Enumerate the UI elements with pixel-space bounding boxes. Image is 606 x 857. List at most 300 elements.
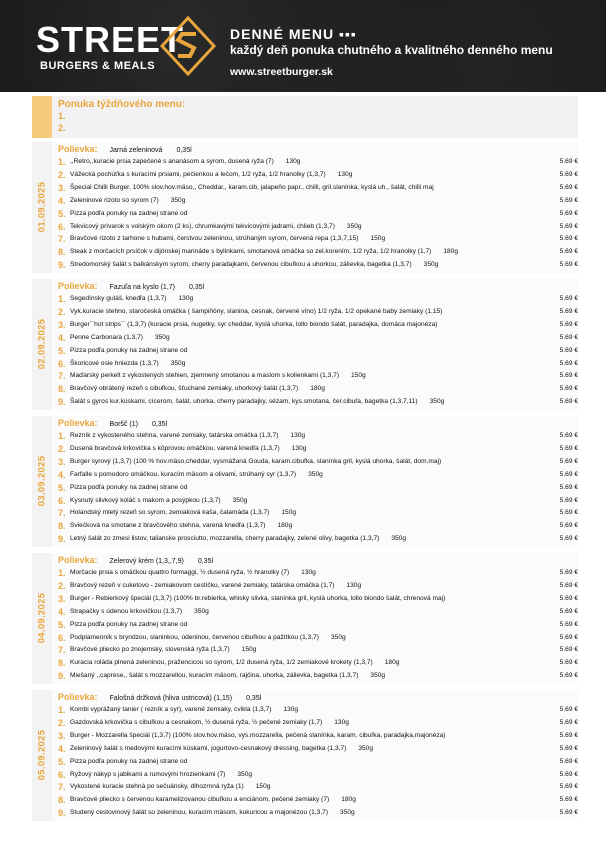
menu-item-description xyxy=(70,732,458,739)
menu-item-number: 4. xyxy=(58,743,66,754)
menu-item-weight: 130g xyxy=(178,295,194,302)
menu-item-number: 7. xyxy=(58,782,66,793)
menu-item xyxy=(58,320,578,333)
menu-item-weight: 180g xyxy=(277,522,293,530)
menu-item-number: 1. xyxy=(58,294,66,304)
soup-label: Polievka: xyxy=(58,555,98,565)
soup-name: Falošná držková (hliva ustricová) (1,15) xyxy=(109,695,233,702)
menu-item xyxy=(58,718,578,731)
menu-item-price: 5.69 € xyxy=(559,346,578,354)
menu-item-description xyxy=(70,522,292,529)
menu-item-number: 3. xyxy=(58,182,66,193)
header xyxy=(0,0,606,92)
menu-item-price: 5.69 € xyxy=(559,359,578,367)
menu-item-text: ,,Retro,,kuracie prsia zapečené s ananásom a syrom, dusená ryža (7) xyxy=(70,158,274,165)
menu-item-number: 8. xyxy=(58,247,66,258)
day-block xyxy=(32,279,578,410)
soup-label: Polievka: xyxy=(58,144,98,154)
menu-item xyxy=(58,196,578,209)
menu-item xyxy=(58,607,578,620)
day-sidebar xyxy=(32,553,52,684)
menu-item-price: 5.69 € xyxy=(559,581,578,589)
day-date: 01.09.2025 xyxy=(36,181,48,233)
menu-item-description xyxy=(70,719,349,726)
menu-item-price: 5.69 € xyxy=(559,718,578,726)
menu-item-weight: 130g xyxy=(301,569,316,576)
menu-item xyxy=(58,731,578,744)
menu-item-number: 4. xyxy=(58,606,66,617)
menu-item-price: 5.69 € xyxy=(559,209,578,217)
menu-item xyxy=(58,671,578,684)
menu-item-price: 5.69 € xyxy=(559,569,578,576)
menu-item-weight: 130g xyxy=(290,432,306,439)
soup-volume: 0,35l xyxy=(176,147,192,154)
menu-item-weight: 130g xyxy=(346,581,362,589)
menu-item-text: Tekvicový prívarok s volským okom (2 ks), chrumkavými tekvicovými jadrami, chlieb (1,3,7) xyxy=(70,222,335,230)
menu-item-description xyxy=(70,184,446,191)
soup-name: Zelerový krém (1,3,,7,9) xyxy=(109,558,184,565)
menu-item-number: 7. xyxy=(58,645,66,656)
menu-item-price: 5.69 € xyxy=(559,496,578,504)
menu-item-text: Pizza podľa ponuky na zadnej strane od xyxy=(70,757,188,765)
menu-item-weight: 350g xyxy=(330,633,346,641)
menu-item-description xyxy=(70,771,252,778)
menu-item xyxy=(58,470,578,483)
menu-item-weight: 350g xyxy=(154,333,170,341)
menu-item-text: Vykostené kuracie stehná po sečuánsky, dlhozrnná ryža (1) xyxy=(70,783,244,791)
menu-item-number: 9. xyxy=(58,534,66,545)
menu-item-number: 6. xyxy=(58,769,66,780)
menu-item-text: Burger - Rebierkový špeciál (1,3,7) (100% br.rebierka, whisky slivka, slanínka gril, kyslá uhorka, lollo biondo šalát, chrenová maj) xyxy=(70,594,446,602)
menu-item-text: Pizza podľa ponuky na zadnej strane od xyxy=(70,620,188,628)
menu-item-description xyxy=(70,471,323,478)
menu-item xyxy=(58,333,578,346)
menu-item-number: 5. xyxy=(58,756,66,767)
menu-item-text: Škoricové osie hniezda (1,3,7) xyxy=(70,359,159,367)
menu-item-description xyxy=(70,334,170,341)
menu-item-description xyxy=(70,672,385,679)
menu-item xyxy=(58,294,578,307)
menu-item-number: 8. xyxy=(58,658,66,669)
menu-item-description xyxy=(70,445,306,452)
soup-volume: 0,35l xyxy=(189,284,205,291)
menu-item-description xyxy=(70,758,199,765)
menu-item-text: Miešaný ,,caprese,, šalát s mozzarellou, kuracím mäsom, rajčina, uhorka, zálievka, bagetka (1,3,7) xyxy=(70,672,359,680)
menu-item-text: Bravčový obrátený rezeň s cibuľkou, šťuchané zemiaky, uhorkový šalát (1,3,7) xyxy=(70,385,299,393)
soup-volume: 0,35l xyxy=(246,695,262,702)
menu-item-text: Vážecká pochúťka s kuracími prsiami, pečienkou a lečom, 1/2 ryža, 1/2 hranolky (1,3,7) xyxy=(70,170,326,178)
menu-item-price: 5.69 € xyxy=(559,248,578,256)
menu-item-text: Maďarský perkelt z vykostených stehien, zjemnený smotanou a maslom s kolienkami (1,3,7) xyxy=(70,372,340,380)
soup-label: Polievka: xyxy=(58,281,98,291)
menu-item-description xyxy=(70,595,457,602)
menu-subtitle: každý deň ponuka chutného a kvalitného denného menu xyxy=(230,43,553,57)
menu-item xyxy=(58,307,578,320)
menu-item-price: 5.69 € xyxy=(559,261,578,269)
menu-item-weight: 350g xyxy=(429,398,445,406)
menu-item-price: 5.69 € xyxy=(559,809,578,817)
soup-label: Polievka: xyxy=(58,692,98,702)
menu-item-text: Bravčové rizoto z tarhone s hubami, čerstvou zeleninou, strúhaným syrom, červená repa (1,3,7,15) xyxy=(70,235,359,243)
menu-item-weight: 180g xyxy=(384,659,400,667)
menu-item-price: 5.69 € xyxy=(559,235,578,243)
menu-item-price: 5.69 € xyxy=(559,385,578,393)
menu-item xyxy=(58,209,578,222)
menu-item-weight: 180g xyxy=(443,248,459,256)
menu-item-text: Strapačky s údenou krkovičkou (1,3,7) xyxy=(70,607,183,615)
soup-name: Boršč (1) xyxy=(109,421,138,428)
menu-item-price: 5.69 € xyxy=(559,398,578,406)
soup-name: Jarná zeleninová xyxy=(109,147,163,154)
menu-item-description xyxy=(70,745,373,752)
menu-item-text: Kuracia roláda plnená zeleninou, pražencicou so syrom, 1/2 dusená ryža, 1/2 zemiakové krokety (1,3,7) xyxy=(70,659,373,667)
menu-item xyxy=(58,757,578,770)
menu-item-description xyxy=(70,171,352,178)
menu-item xyxy=(58,705,578,718)
menu-item xyxy=(58,658,578,671)
soup-volume: 0,35l xyxy=(151,421,168,428)
menu-item-weight: 350g xyxy=(423,261,439,269)
menu-item-number: 6. xyxy=(58,221,66,232)
menu-item xyxy=(58,508,578,521)
menu-item-number: 6. xyxy=(58,495,66,506)
menu-item-price: 5.69 € xyxy=(559,307,578,315)
day-date: 04.09.2025 xyxy=(36,592,48,644)
menu-item xyxy=(58,157,578,170)
menu-item-text: Zeleninový šalát s medovými kuracími kúskami, jogurtovo-cesnakový dressing, bagetka (1,3,7) xyxy=(70,744,347,752)
menu-item-number: 1. xyxy=(58,431,66,441)
menu-item-number: 8. xyxy=(58,384,66,395)
menu-item-weight: 150g xyxy=(351,372,366,380)
menu-item-text: Holandský mletý rezeň so syrom, zemiaková kaša, čalamáda (1,3,7) xyxy=(70,509,270,517)
menu-item-price: 5.69 € xyxy=(559,535,578,543)
menu-item-number: 7. xyxy=(58,508,66,519)
menu-item-description xyxy=(70,235,385,242)
day-block xyxy=(32,416,578,547)
menu-item xyxy=(58,431,578,444)
menu-item-text: Pizza podľa ponuky na zadnej strane od xyxy=(70,483,188,491)
menu-item-price: 5.69 € xyxy=(559,158,578,165)
menu-item-description xyxy=(70,569,316,576)
menu-item-description xyxy=(70,261,438,268)
menu-item xyxy=(58,483,578,496)
menu-item-number: 4. xyxy=(58,469,66,480)
menu-item-price: 5.69 € xyxy=(559,783,578,791)
menu-item-weight: 150g xyxy=(255,783,271,791)
menu-item-price: 5.69 € xyxy=(559,607,578,615)
menu-item-text: Sviečková na smotane z bravčového stehna, varená knedľa (1,3,7) xyxy=(70,522,266,530)
menu-item-description xyxy=(70,347,199,354)
menu-item-description xyxy=(70,608,209,615)
soup-volume: 0,35l xyxy=(197,558,214,565)
menu-item-price: 5.69 € xyxy=(559,672,578,680)
menu-item-text: Rezník z vykosteného stehna, varené zemiaky, tatárska omáčka (1,3,7) xyxy=(70,432,279,439)
menu-item-text: Farfalle s pomodoro omáčkou, kuracím mäsom a olivami, strúhaný syr (1,3,7) xyxy=(70,470,297,478)
menu-item xyxy=(58,534,578,547)
menu-item xyxy=(58,620,578,633)
menu-item-description xyxy=(70,535,406,542)
menu-item-weight: 350g xyxy=(308,470,323,478)
menu-item-description xyxy=(70,248,458,255)
menu-item-number: 4. xyxy=(58,195,66,206)
weekly-title: Ponuka týždňového menu: xyxy=(58,99,186,110)
menu-item-text: Bravčové pliecko po znojemsky, slovenská ryža (1,3,7) xyxy=(70,646,230,654)
menu-item-price: 5.69 € xyxy=(559,196,578,204)
menu-item-number: 6. xyxy=(58,632,66,643)
menu-item-description xyxy=(70,458,453,465)
day-block xyxy=(32,690,578,821)
menu-item-price: 5.69 € xyxy=(559,509,578,517)
menu-item-number: 2. xyxy=(58,306,66,317)
weekly-item-number: 1. xyxy=(58,111,66,121)
menu-item-number: 2. xyxy=(58,169,66,180)
menu-item-text: Burger``hot strips`` (1,3,7) (kuracie prsia, nugetky, syr cheddar, kyslá uhorka, lollo biondo šalát, paradajka, domáca majonéza) xyxy=(70,320,438,328)
menu-item-price: 5.69 € xyxy=(559,731,578,739)
menu-item-number: 1. xyxy=(58,568,66,578)
menu-item-text: Pizza podľa ponuky na zadnej strane od xyxy=(70,346,188,354)
menu-item-description xyxy=(70,158,300,165)
soup-row xyxy=(58,418,167,430)
weekly-sidebar xyxy=(32,96,52,138)
menu-item-price: 5.69 € xyxy=(559,706,578,713)
day-block xyxy=(32,142,578,273)
menu-item-price: 5.69 € xyxy=(559,646,578,654)
menu-item-text: Gazdovská krkovička s cibuľkou a cesnakom, ½ dusená ryža, ½ pečené zemiaky (1,7) xyxy=(70,718,323,726)
menu-item-text: Burger - Mozzarella špeciál (1,3,7) (100% slov.hov.mäso, vys.mozzarella, pečená slanínka, karam. cibuľka, paradajka,majonéza) xyxy=(70,731,446,739)
menu-item-price: 5.69 € xyxy=(559,444,578,452)
menu-item-description xyxy=(70,360,185,367)
menu-item-description xyxy=(70,295,193,302)
menu-item-weight: 350g xyxy=(340,809,355,817)
menu-item-number: 8. xyxy=(58,795,66,806)
menu-item-price: 5.69 € xyxy=(559,470,578,478)
day-date: 03.09.2025 xyxy=(36,455,48,507)
menu-item-text: Penne Carbonara (1,3,7) xyxy=(70,333,143,341)
menu-item xyxy=(58,183,578,196)
menu-item-description xyxy=(70,634,346,641)
menu-item-weight: 350g xyxy=(194,607,209,615)
menu-item-weight: 130g xyxy=(334,718,349,726)
menu-item-weight: 150g xyxy=(241,646,257,654)
menu-item-description xyxy=(70,372,366,379)
menu-item-number: 9. xyxy=(58,397,66,408)
menu-item-price: 5.69 € xyxy=(559,796,578,804)
menu-item-price: 5.69 € xyxy=(559,372,578,380)
menu-item-price: 5.69 € xyxy=(559,770,578,778)
soup-row xyxy=(58,281,204,293)
street-logo-icon xyxy=(160,16,216,76)
menu-item-text: Kombi vyprážaný tanier ( rezník a syr), varené zemiaky, cvikla (1,3,7) xyxy=(70,706,272,713)
menu-item-price: 5.69 € xyxy=(559,170,578,178)
soup-label: Polievka: xyxy=(58,418,98,428)
menu-item-description xyxy=(70,509,296,516)
menu-item-price: 5.69 € xyxy=(559,757,578,765)
menu-item-description xyxy=(70,321,449,328)
menu-item-weight: 350g xyxy=(232,496,248,504)
menu-item-description xyxy=(70,796,356,803)
menu-item-text: Burger syrový (1,3,7) (100 % hov.mäso,cheddar, vysmážaná Gouda, karam.cibuľka, slanínka gril, kyslá uhorka, šalát, dom.maj) xyxy=(70,457,442,465)
menu-item-price: 5.69 € xyxy=(559,659,578,667)
menu-item xyxy=(58,808,578,821)
menu-item-description xyxy=(70,210,199,217)
menu-item-text: Steak z morčacích prsíčok v dijónskej marináde s bylinkami, smotanová omáčka so zel.korením, 1/2 ryža, 1/2 hranolky (1,7) xyxy=(70,248,432,256)
menu-item xyxy=(58,645,578,658)
menu-item-number: 9. xyxy=(58,260,66,271)
menu-item-number: 5. xyxy=(58,345,66,356)
menu-item-number: 2. xyxy=(58,580,66,591)
day-block xyxy=(32,553,578,684)
menu-item-description xyxy=(70,484,199,491)
menu-item-text: Šalát s gyros kur.kúskami, cícerom, šalát, uhorka, cherry paradajky, sézam, kys.smotana, čer.cibuľa, bagetka (1,3,7,11) xyxy=(70,398,418,406)
menu-item-description xyxy=(70,621,199,628)
menu-item-description xyxy=(70,432,305,439)
menu-item-weight: 350g xyxy=(170,196,186,204)
menu-item-number: 5. xyxy=(58,482,66,493)
menu-item-number: 9. xyxy=(58,808,66,819)
menu-item-number: 9. xyxy=(58,671,66,682)
menu-item-weight: 350g xyxy=(358,744,373,752)
menu-item-description xyxy=(70,385,325,392)
day-date: 02.09.2025 xyxy=(36,318,48,370)
menu-item-text: Bravčové pliecko s červenou karamelizovanou cibuľkou a enciánom, pečené zemiaky (7) xyxy=(70,796,330,804)
soup-row xyxy=(58,555,213,567)
menu-item-text: Studený cestovinový šalát so zeleninou, kuracím mäsom, kukuricou a majonézou (1,3,7) xyxy=(70,809,329,817)
menu-item xyxy=(58,234,578,247)
menu-item xyxy=(58,782,578,795)
menu-item-price: 5.69 € xyxy=(559,620,578,628)
menu-item xyxy=(58,247,578,260)
menu-item-weight: 150g xyxy=(281,509,297,517)
menu-item-number: 5. xyxy=(58,619,66,630)
menu-item-number: 3. xyxy=(58,319,66,330)
menu-item-price: 5.69 € xyxy=(559,222,578,230)
menu-item xyxy=(58,359,578,372)
menu-item-text: Vyk.kuracie stehno, staročeská omáčka ( šampiňóny, slanina, cesnak, červené víno) 1/2 ryža, 1/2 opekané baby zemiaky (1,15) xyxy=(70,307,443,315)
menu-item xyxy=(58,521,578,534)
menu-item-price: 5.69 € xyxy=(559,333,578,341)
menu-item-number: 6. xyxy=(58,358,66,369)
menu-item xyxy=(58,594,578,607)
menu-item xyxy=(58,346,578,359)
menu-item-number: 7. xyxy=(58,234,66,245)
menu-item-weight: 130g xyxy=(285,158,301,165)
menu-item-text: Ryžový nákyp s jablkami a rumovými hrozienkami (7) xyxy=(70,770,226,778)
menu-item-weight: 180g xyxy=(310,385,325,393)
menu-item-price: 5.69 € xyxy=(559,457,578,465)
menu-item-text: Dusená bravčová krkovička s kôprovou omáčkou, varená knedľa (1,3,7) xyxy=(70,444,280,452)
menu-item-number: 3. xyxy=(58,593,66,604)
menu-item-number: 1. xyxy=(58,705,66,715)
menu-item-text: Stredomorský šalát s balkánskym syrom, cherry paradajkami, červenou cibuľkou a uhorkou, zálievka, bagetka (1,3,7) xyxy=(70,261,412,269)
soup-row xyxy=(58,144,192,156)
menu-item xyxy=(58,170,578,183)
menu-item xyxy=(58,770,578,783)
menu-item xyxy=(58,457,578,470)
menu-item xyxy=(58,371,578,384)
menu-item-text: Segedínsky guláš, knedľa (1,3,7) xyxy=(70,295,167,302)
menu-item-price: 5.69 € xyxy=(559,633,578,641)
weekly-menu-section xyxy=(32,96,578,138)
soup-name: Fazuľa na kyslo (1,7) xyxy=(109,284,175,291)
day-sidebar xyxy=(32,142,52,273)
menu-item-weight: 350g xyxy=(391,535,406,543)
menu-item-text: Špecial Chilli Burger, 100% slov.hov.mäso,, Cheddar,, karam.cib, jalapeňo papr., chilli, gril.slanínka, kyslá uh., šalát, chilli maj xyxy=(70,183,434,191)
menu-item-description xyxy=(70,706,298,713)
menu-item-description xyxy=(70,398,444,405)
menu-item-number: 3. xyxy=(58,730,66,741)
day-sidebar xyxy=(32,416,52,547)
menu-item-number: 7. xyxy=(58,371,66,382)
menu-item-price: 5.69 € xyxy=(559,483,578,491)
menu-item xyxy=(58,496,578,509)
menu-item xyxy=(58,384,578,397)
menu-item-weight: 350g xyxy=(237,770,253,778)
website-link[interactable]: www.streetburger.sk xyxy=(230,66,333,78)
menu-item-description xyxy=(70,659,399,666)
menu-item xyxy=(58,444,578,457)
menu-item-weight: 180g xyxy=(341,796,356,804)
soup-row xyxy=(58,692,261,704)
menu-item-text: Zeleninové rizoto so syrom (7) xyxy=(70,196,159,204)
day-date: 05.09.2025 xyxy=(36,729,48,781)
menu-item-description xyxy=(70,646,256,653)
menu-item xyxy=(58,260,578,273)
menu-item-price: 5.69 € xyxy=(559,295,578,302)
brand-tagline: BURGERS & MEALS xyxy=(40,60,156,72)
menu-item-weight: 130g xyxy=(337,170,353,178)
menu-item-number: 5. xyxy=(58,208,66,219)
day-sidebar xyxy=(32,279,52,410)
menu-item-description xyxy=(70,497,247,504)
menu-item-weight: 150g xyxy=(370,235,386,243)
menu-item-text: Letný šalát zo zmesi listov, talianske prosciutto, mozzarella, cherry paradajky, zelené olivy, bagetka (1,3,7) xyxy=(70,535,380,543)
menu-item-text: Pizza podľa ponuky na zadnej strane od xyxy=(70,209,188,217)
menu-item-description xyxy=(70,783,270,790)
menu-item-number: 4. xyxy=(58,332,66,343)
menu-item-weight: 350g xyxy=(170,359,186,367)
menu-item-text: Kysnutý slivkový koláč s makom a posýpkou (1,3,7) xyxy=(70,496,221,504)
menu-item-price: 5.69 € xyxy=(559,183,578,191)
menu-item-description xyxy=(70,582,361,589)
menu-title: DENNÉ MENU ▪▪▪ xyxy=(230,26,357,42)
menu-item-price: 5.69 € xyxy=(559,432,578,439)
menu-item-text: Morčacie prsia s omáčkou quattro formaggi, ½ dusená ryža, ½ hranolky (7) xyxy=(70,569,290,576)
menu-item xyxy=(58,568,578,581)
menu-item-weight: 130g xyxy=(291,444,307,452)
menu-item-text: Podplamenník s bryndzou, slaninkou, údeninou, červenou cibuľkou a pažítkou (1,3,7) xyxy=(70,633,319,641)
menu-item-weight: 350g xyxy=(346,222,362,230)
menu-item xyxy=(58,397,578,410)
brand-name: STREET xyxy=(36,19,185,60)
menu-item xyxy=(58,581,578,594)
menu-item-number: 1. xyxy=(58,157,66,167)
day-sidebar xyxy=(32,690,52,821)
menu-item-description xyxy=(70,197,185,204)
menu-item-price: 5.69 € xyxy=(559,522,578,530)
menu-item-price: 5.69 € xyxy=(559,320,578,328)
menu-item xyxy=(58,744,578,757)
menu-item-description xyxy=(70,809,355,816)
menu-item-number: 8. xyxy=(58,521,66,532)
menu-item-number: 3. xyxy=(58,456,66,467)
weekly-item-number: 2. xyxy=(58,123,66,133)
menu-item-price: 5.69 € xyxy=(559,594,578,602)
menu-item-number: 2. xyxy=(58,717,66,728)
menu-item-weight: 130g xyxy=(283,706,299,713)
menu-item-price: 5.69 € xyxy=(559,744,578,752)
menu-item-weight: 350g xyxy=(370,672,386,680)
menu-item-description xyxy=(70,223,362,230)
